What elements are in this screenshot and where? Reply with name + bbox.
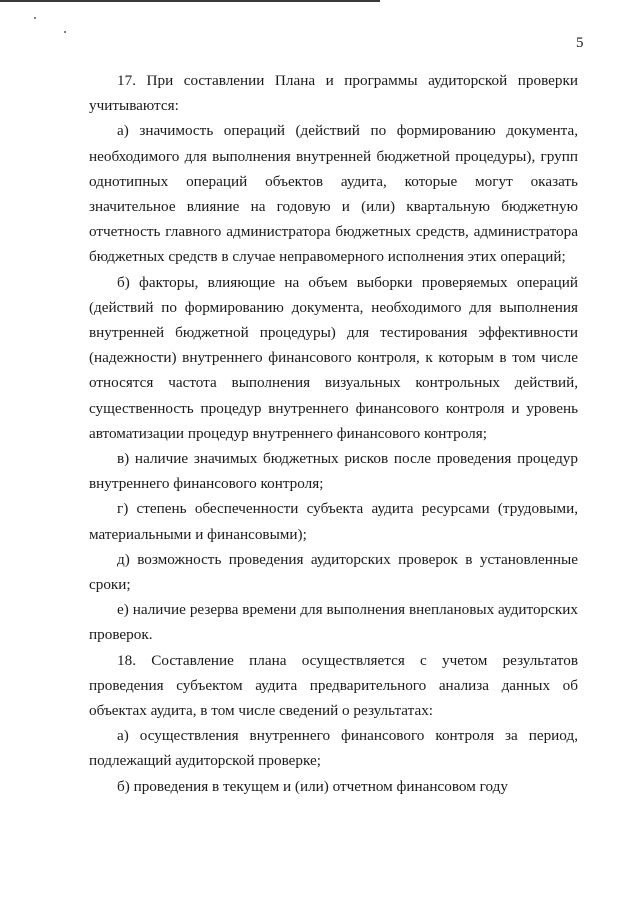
paragraph-17-d: д) возможность проведения аудиторских проверок в установленные сроки; [89,550,578,594]
paragraph-17-a: а) значимость операций (действий по формированию документа, необходимого для выполнения внутренней бюджетной процедуры), групп однотипных операций объектов аудита, которые могут оказать значительное влияние на годовую и (или) квартальную бюджетную отчетность главного администратора бюджетных средств, администратора бюджетных средств в случае неправомерного исполнения этих операций; [89,122,578,266]
paragraph-18-a: а) осуществления внутреннего финансового контроля за период, подлежащий аудиторской проверке; [89,727,578,770]
paragraph-18-b: б) проведения в текущем и (или) отчетном финансовом году [117,777,508,795]
paragraph-17-g: г) степень обеспеченности субъекта аудита ресурсами (трудовыми, материальными и финансовыми); [89,500,578,543]
scan-speck [64,31,66,33]
paragraph-18: 18. Составление плана осуществляется с учетом результатов проведения субъектом аудита предварительного анализа данных об объектах аудита, в том числе сведений о результатах: [89,651,578,720]
page-number: 5 [576,35,584,51]
paragraph-17-v: в) наличие значимых бюджетных рисков после проведения процедур внутреннего финансового контроля; [89,450,578,493]
top-scan-rule [0,0,380,2]
document-body [89,68,578,799]
scan-speck [34,17,36,19]
paragraph-17-e: е) наличие резерва времени для выполнения внеплановых аудиторских проверок. [89,601,578,644]
paragraph-17-b: б) факторы, влияющие на объем выборки проверяемых операций (действий по формированию документа, необходимого для выполнения внутренней бюджетной процедуры) для тестирования эффективности (надежности) внутреннего финансового контроля, к которым в том числе относятся частота выполнения визуальных контрольных действий, существенность процедур внутреннего финансового контроля и уровень автоматизации процедур внутреннего финансового контроля; [89,273,578,442]
paragraph-17: 17. При составлении Плана и программы аудиторской проверки учитываются: [89,72,578,115]
